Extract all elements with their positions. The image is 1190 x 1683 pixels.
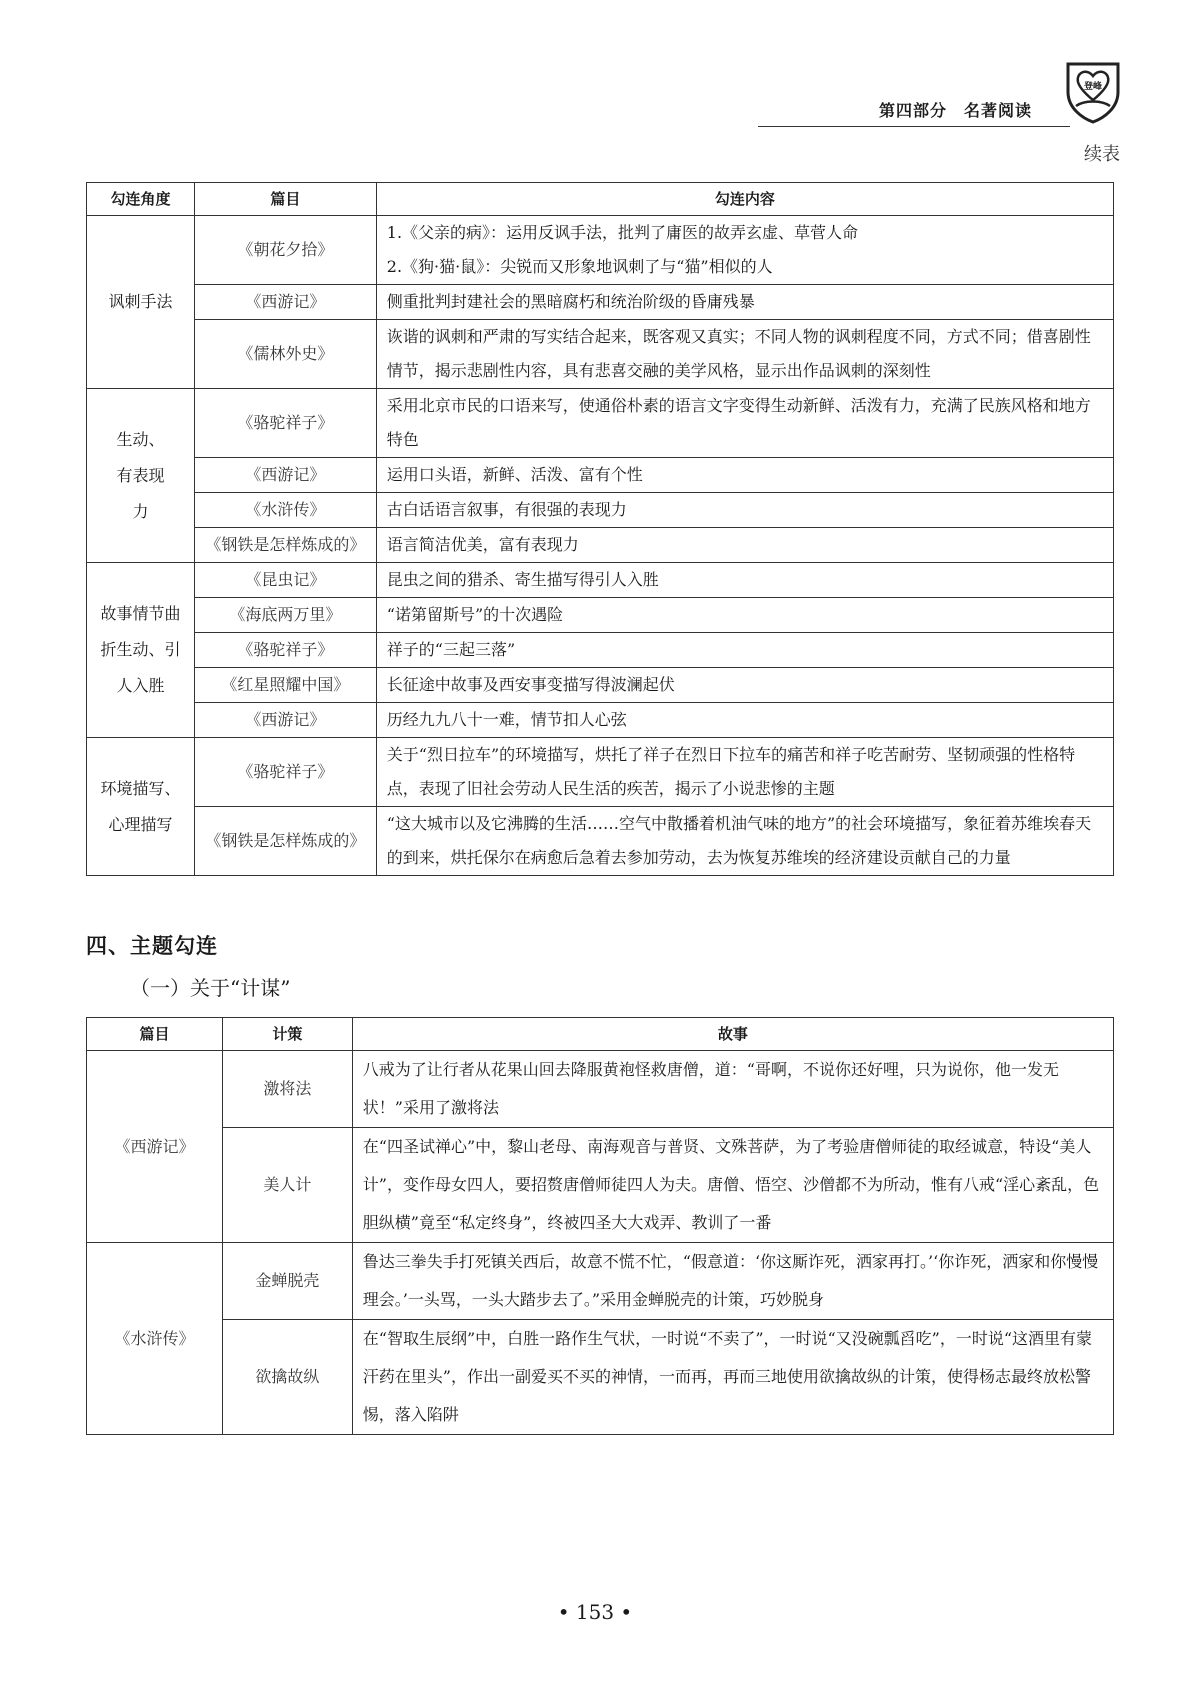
book-cell: 《钢铁是怎样炼成的》 <box>194 807 376 876</box>
header-rule <box>758 126 1070 127</box>
content-cell: 历经九九八十一难，情节扣人心弦 <box>376 703 1113 738</box>
book-cell: 《骆驼祥子》 <box>194 738 376 807</box>
story-cell: 在“智取生辰纲”中，白胜一路作生气状，一时说“不卖了”，一时说“又没碗瓢舀吃”，一时说“这酒里有蒙汗药在里头”，作出一副爱买不买的神情，一而再，再而三地使用欲擒故纵的计策，使得杨志最终放松警惕，落入陷阱 <box>352 1320 1113 1435</box>
book-cell: 《水浒传》 <box>87 1243 223 1435</box>
content-cell: 长征途中故事及西安事变描写得波澜起伏 <box>376 668 1113 703</box>
table-row <box>87 703 1114 738</box>
angle-cell: 环境描写、心理描写 <box>87 738 195 876</box>
subsection-title: （一）关于“计谋” <box>130 976 291 1000</box>
book-cell: 《西游记》 <box>194 285 376 320</box>
book-cell: 《西游记》 <box>194 703 376 738</box>
story-cell: 八戒为了让行者从花果山回去降服黄袍怪救唐僧，道：“哥啊，不说你还好哩，只为说你，他一发无状！”采用了激将法 <box>352 1051 1113 1128</box>
table-row <box>87 458 1114 493</box>
table-header-row <box>87 183 1114 216</box>
story-cell: 鲁达三拳失手打死镇关西后，故意不慌不忙，“假意道：‘你这厮诈死，洒家再打。’‘你诈死，洒家和你慢慢理会。’一头骂，一头大踏步去了。”采用金蝉脱壳的计策，巧妙脱身 <box>352 1243 1113 1320</box>
content-cell: “这大城市以及它沸腾的生活……空气中散播着机油气味的地方”的社会环境描写，象征着苏维埃春天的到来，烘托保尔在病愈后急着去参加劳动，去为恢复苏维埃的经济建设贡献自己的力量 <box>376 807 1113 876</box>
column-header: 故事 <box>352 1018 1113 1051</box>
table-row <box>87 668 1114 703</box>
table-row <box>87 1128 1114 1243</box>
strategy-cell: 美人计 <box>222 1128 352 1243</box>
linkage-table <box>86 182 1114 876</box>
content-cell <box>376 216 1113 285</box>
book-cell: 《西游记》 <box>194 458 376 493</box>
book-cell: 《骆驼祥子》 <box>194 633 376 668</box>
angle-cell: 生动、有表现力 <box>87 389 195 563</box>
continued-label: 续表 <box>1084 144 1120 165</box>
content-cell: 关于“烈日拉车”的环境描写，烘托了祥子在烈日下拉车的痛苦和祥子吃苦耐劳、坚韧顽强的性格特点，表现了旧社会劳动人民生活的疾苦，揭示了小说悲惨的主题 <box>376 738 1113 807</box>
angle-cell: 故事情节曲折生动、引人入胜 <box>87 563 195 738</box>
header-title: 第四部分 名著阅读 <box>878 101 1032 120</box>
section-title: 四、主题勾连 <box>86 934 218 958</box>
strategy-table <box>86 1017 1114 1435</box>
table-header-row <box>87 1018 1114 1051</box>
content-cell: 侧重批判封建社会的黑暗腐朽和统治阶级的昏庸残暴 <box>376 285 1113 320</box>
strategy-cell: 欲擒故纵 <box>222 1320 352 1435</box>
table-row <box>87 563 1114 598</box>
book-cell: 《儒林外史》 <box>194 320 376 389</box>
table-row <box>87 389 1114 458</box>
content-cell: “诺第留斯号”的十次遇险 <box>376 598 1113 633</box>
column-header: 篇目 <box>194 183 376 216</box>
book-cell: 《朝花夕拾》 <box>194 216 376 285</box>
content-line: 2.《狗·猫·鼠》：尖锐而又形象地讽刺了与“猫”相似的人 <box>386 257 773 276</box>
content-line: 1.《父亲的病》：运用反讽手法，批判了庸医的故弄玄虚、草菅人命 <box>386 223 859 242</box>
table-row <box>87 528 1114 563</box>
table-row <box>87 216 1114 285</box>
content-cell: 语言简洁优美，富有表现力 <box>376 528 1113 563</box>
table-row <box>87 807 1114 876</box>
table-row <box>87 1243 1114 1320</box>
table-row <box>87 493 1114 528</box>
book-cell: 《海底两万里》 <box>194 598 376 633</box>
book-cell: 《钢铁是怎样炼成的》 <box>194 528 376 563</box>
page-number: • 153 • <box>557 1600 633 1624</box>
story-cell: 在“四圣试禅心”中，黎山老母、南海观音与普贤、文殊菩萨，为了考验唐僧师徒的取经诚意，特设“美人计”，变作母女四人，要招赘唐僧师徒四人为夫。唐僧、悟空、沙僧都不为所动，惟有八戒“淫心紊乱，色胆纵横”竟至“私定终身”，终被四圣大大戏弄、教训了一番 <box>352 1128 1113 1243</box>
column-header: 勾连角度 <box>87 183 195 216</box>
table-row <box>87 320 1114 389</box>
table-row <box>87 285 1114 320</box>
table-row <box>87 633 1114 668</box>
column-header: 勾连内容 <box>376 183 1113 216</box>
content-cell: 古白话语言叙事，有很强的表现力 <box>376 493 1113 528</box>
table-row <box>87 738 1114 807</box>
angle-cell: 讽刺手法 <box>87 216 195 389</box>
content-cell: 昆虫之间的猎杀、寄生描写得引人入胜 <box>376 563 1113 598</box>
column-header: 计策 <box>222 1018 352 1051</box>
publisher-logo-icon <box>1062 58 1124 124</box>
content-cell: 采用北京市民的口语来写，使通俗朴素的语言文字变得生动新鲜、活泼有力，充满了民族风格和地方特色 <box>376 389 1113 458</box>
table-row <box>87 1051 1114 1128</box>
column-header: 篇目 <box>87 1018 223 1051</box>
table-row <box>87 598 1114 633</box>
book-cell: 《昆虫记》 <box>194 563 376 598</box>
table-row <box>87 1320 1114 1435</box>
content-cell: 祥子的“三起三落” <box>376 633 1113 668</box>
content-cell: 诙谐的讽刺和严肃的写实结合起来，既客观又真实；不同人物的讽刺程度不同，方式不同；借喜剧性情节，揭示悲剧性内容，具有悲喜交融的美学风格，显示出作品讽刺的深刻性 <box>376 320 1113 389</box>
logo-text: 登峰 <box>1083 82 1103 92</box>
strategy-cell: 金蝉脱壳 <box>222 1243 352 1320</box>
book-cell: 《骆驼祥子》 <box>194 389 376 458</box>
book-cell: 《西游记》 <box>87 1051 223 1243</box>
strategy-cell: 激将法 <box>222 1051 352 1128</box>
book-cell: 《水浒传》 <box>194 493 376 528</box>
content-cell: 运用口头语，新鲜、活泼、富有个性 <box>376 458 1113 493</box>
book-cell: 《红星照耀中国》 <box>194 668 376 703</box>
